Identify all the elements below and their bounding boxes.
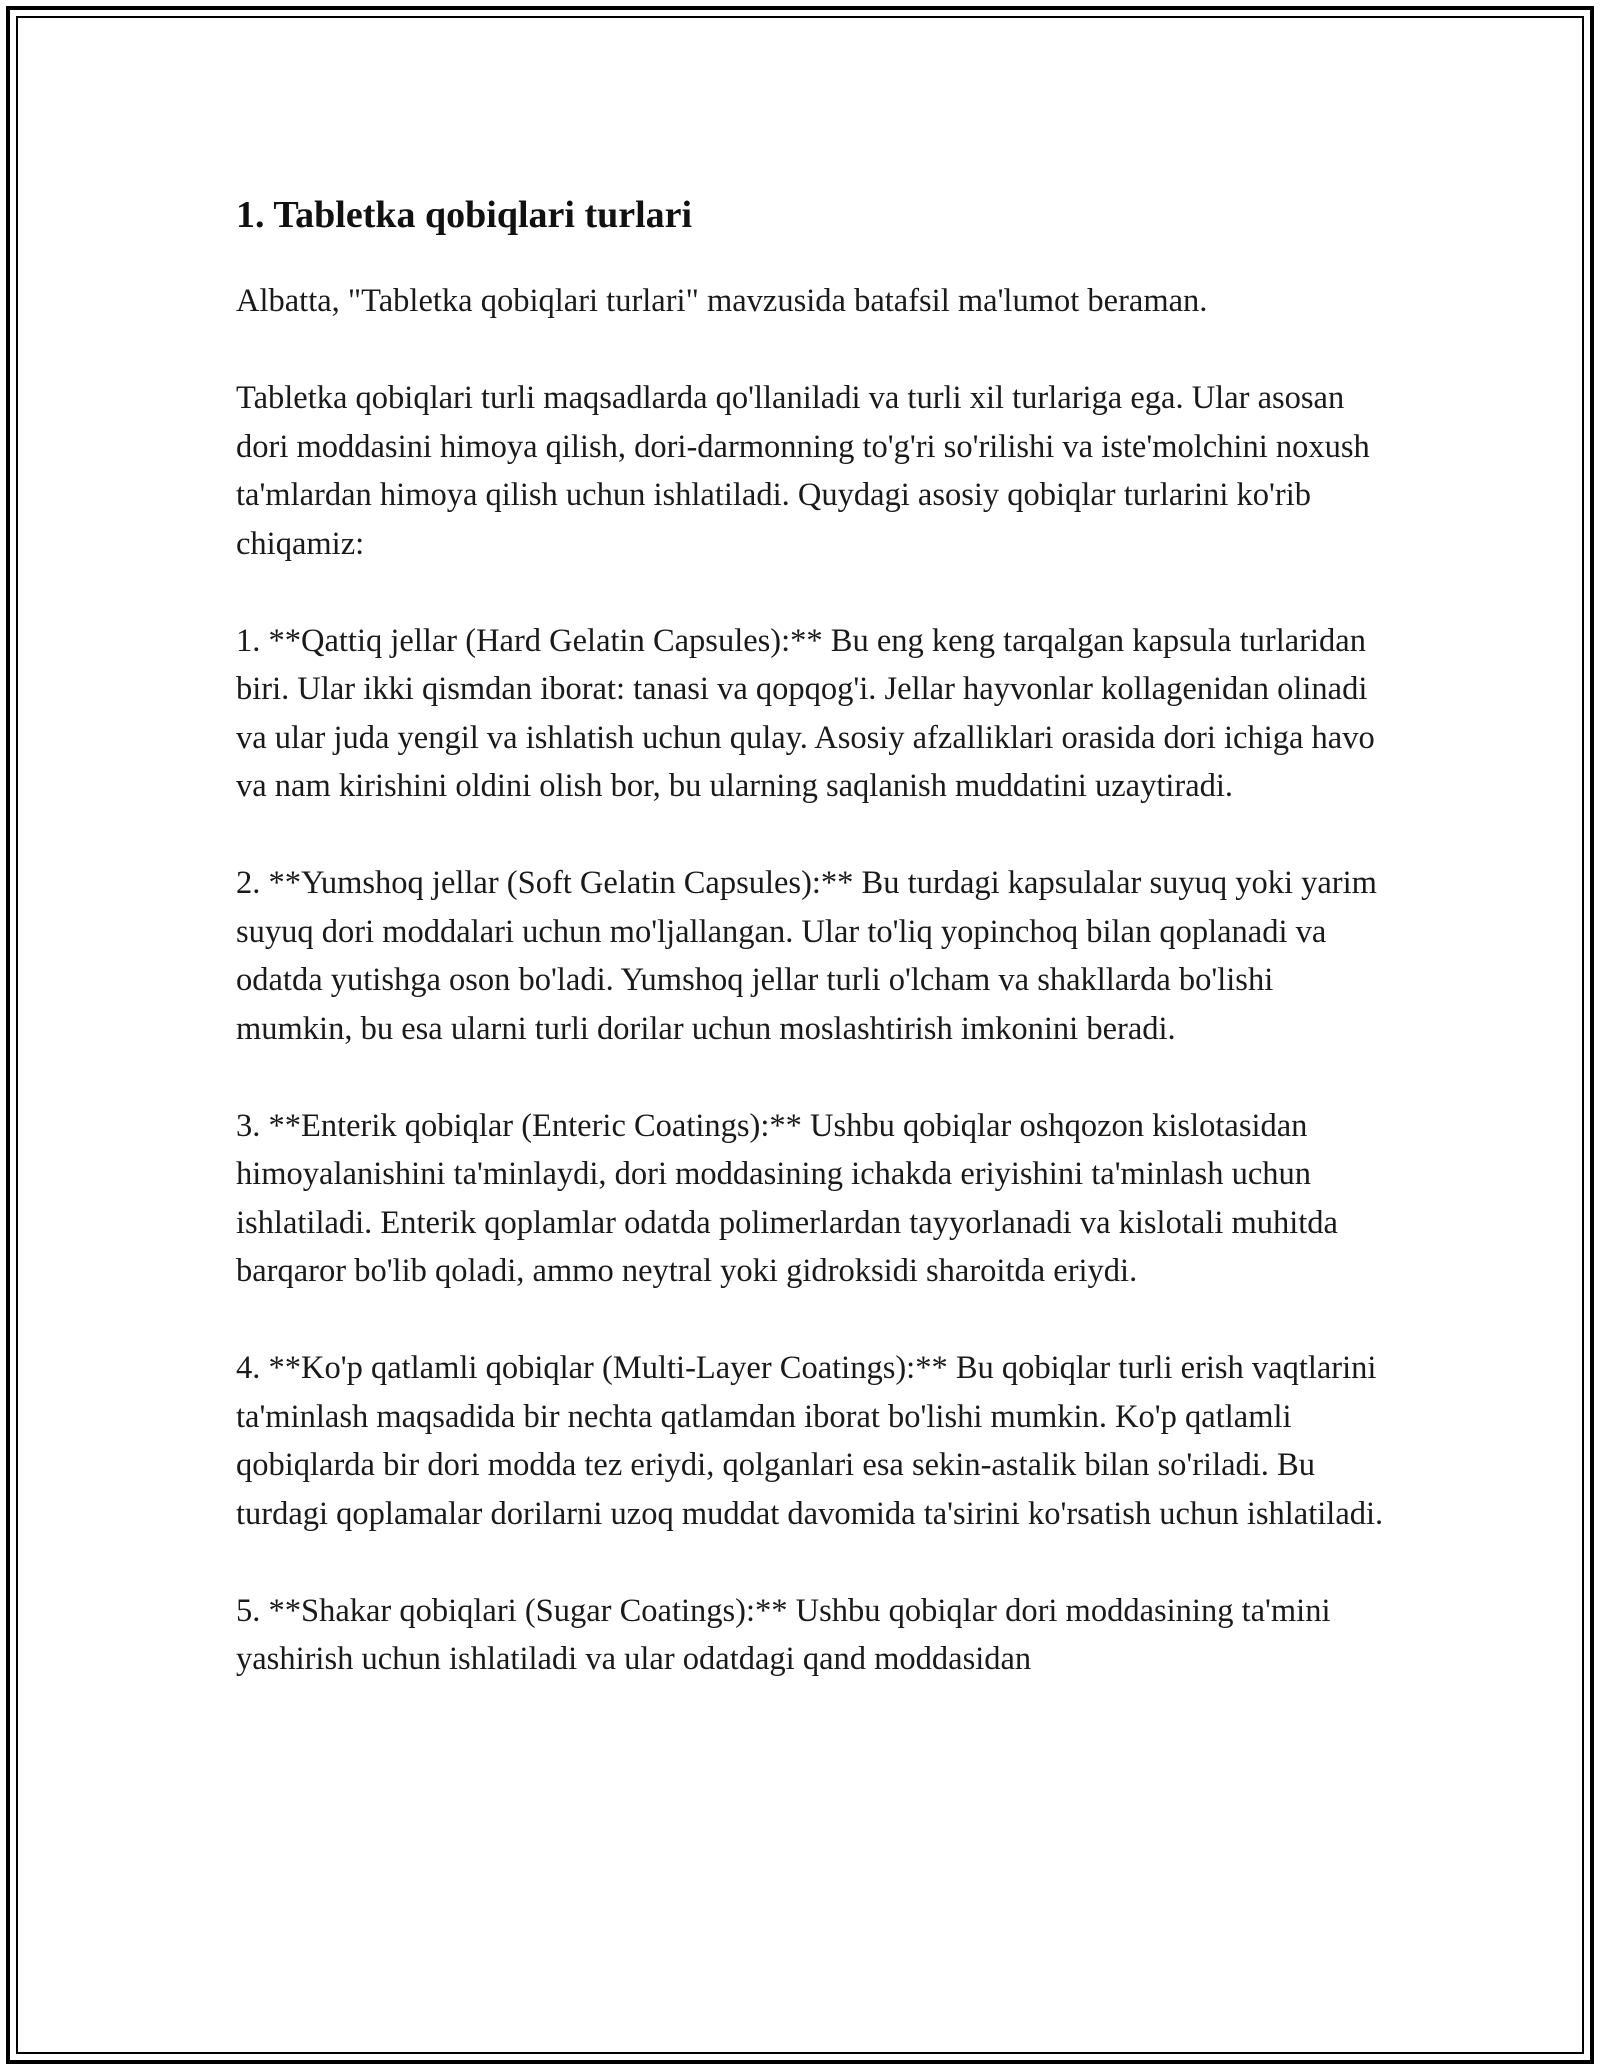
paragraph-hard-gelatin: 1. **Qattiq jellar (Hard Gelatin Capsules):** Bu eng keng tarqalgan kapsula turlaridan biri. Ular ikki qismdan iborat: tanasi va qopqog'i. Jellar hayvonlar kollagenidan olinadi va ular juda yengil va ishlatish uchun qulay. Asosiy afzalliklari orasida dori ichiga havo va nam kirishini oldini olish bor, bu ularning saqlanish muddatini uzaytiradi.	[236, 622, 1375, 804]
paragraph-enteric: 3. **Enterik qobiqlar (Enteric Coatings):** Ushbu qobiqlar oshqozon kislotasidan himoyalanishini ta'minlaydi, dori moddasining ichakda eriyishini ta'minlash uchun ishlatiladi. Enterik qoplamlar odatda polimerlardan tayyorlanadi va kislotali muhitda barqaror bo'lib qoladi, ammo neytral yoki gidroksidi sharoitda eriydi.	[236, 1107, 1338, 1289]
paragraph-soft-gelatin: 2. **Yumshoq jellar (Soft Gelatin Capsules):** Bu turdagi kapsulalar suyuq yoki yarim suyuq dori moddalari uchun mo'ljallangan. Ular to'liq yopinchoq bilan qoplanadi va odatda yutishga oson bo'ladi. Yumshoq jellar turli o'lcham va shakllarda bo'lishi mumkin, bu esa ularni turli dorilar uchun moslashtirish imkonini beradi.	[236, 865, 1377, 1047]
paragraph-multi-layer: 4. **Ko'p qatlamli qobiqlar (Multi-Layer Coatings):** Bu qobiqlar turli erish vaqtlarini ta'minlash maqsadida bir nechta qatlamdan iborat bo'lishi mumkin. Ko'p qatlamli qobiqlarda bir dori modda tez eriydi, qolganlari esa sekin-astalik bilan so'riladi. Bu turdagi qoplamalar dorilarni uzoq muddat davomida ta'sirini ko'rsatish uchun ishlatiladi.	[236, 1350, 1384, 1532]
paragraph-intro: Albatta, "Tabletka qobiqlari turlari" mavzusida batafsil ma'lumot beraman.	[236, 283, 1208, 319]
paragraph-sugar: 5. **Shakar qobiqlari (Sugar Coatings):** Ushbu qobiqlar dori moddasining ta'mini yashirish uchun ishlatiladi va ular odatdagi qand moddasidan	[236, 1592, 1331, 1677]
document-body	[236, 185, 1386, 1732]
document-title: 1. Tabletka qobiqlari turlari	[236, 194, 693, 236]
paragraph-overview: Tabletka qobiqlari turli maqsadlarda qo'llaniladi va turli xil turlariga ega. Ular asosan dori moddasini himoya qilish, dori-darmonning to'g'ri so'rilishi va iste'molchini noxush ta'mlardan himoya qilish uchun ishlatiladi. Quydagi asosiy qobiqlar turlarini ko'rib chiqamiz:	[236, 380, 1370, 562]
